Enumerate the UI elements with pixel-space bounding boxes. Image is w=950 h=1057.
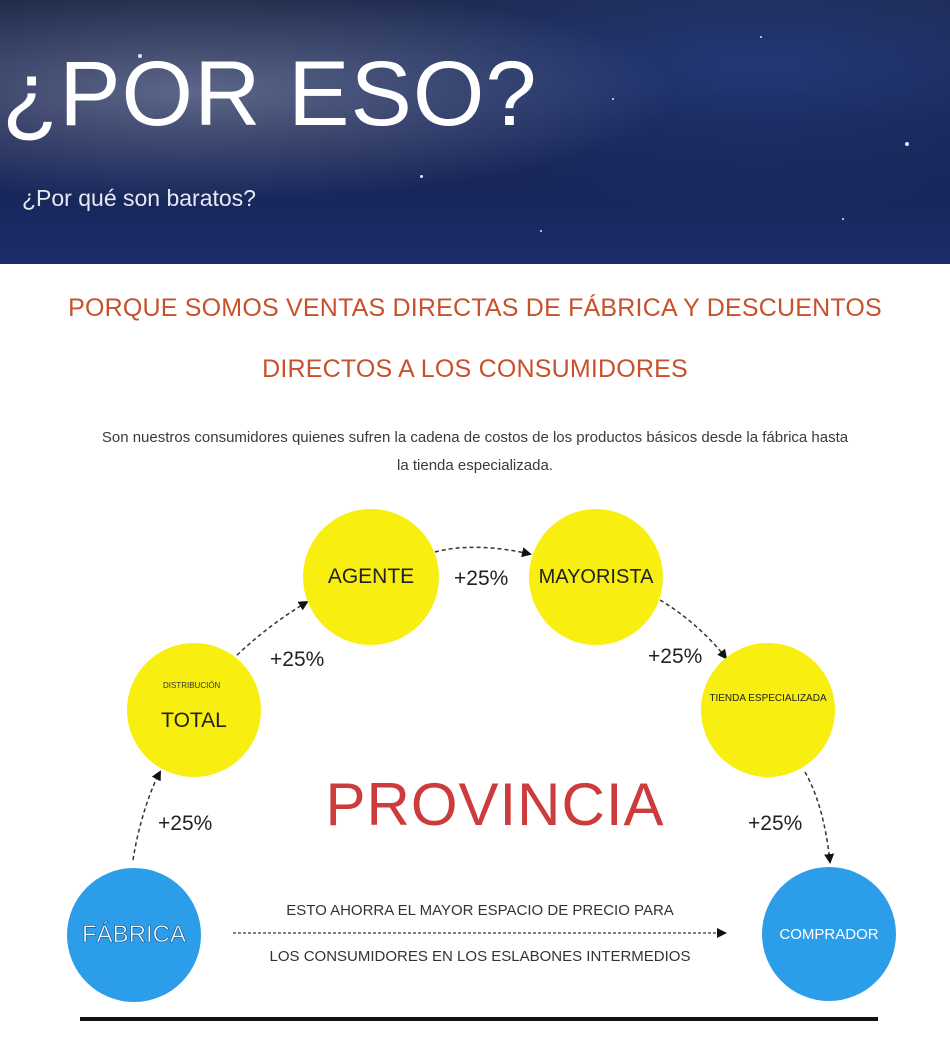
headline-line-1: PORQUE SOMOS VENTAS DIRECTAS DE FÁBRICA Y DESCUENTOS <box>68 294 882 322</box>
headline-line-2: DIRECTOS A LOS CONSUMIDORES <box>262 355 688 383</box>
markup-total-agente: +25% <box>270 648 325 671</box>
node-tienda-especializada <box>701 643 835 777</box>
divider <box>80 1017 878 1021</box>
node-mayorista-label: MAYORISTA <box>538 565 654 588</box>
node-comprador <box>762 867 896 1001</box>
node-fabrica-label: FÁBRICA <box>81 921 186 948</box>
arrow-agente-mayorista <box>435 547 530 554</box>
node-tienda-label: TIENDA ESPECIALIZADA <box>709 692 827 704</box>
markup-mayorista-tienda: +25% <box>648 645 703 668</box>
node-distribucion-total <box>127 643 261 777</box>
page-title: ¿POR ESO? <box>2 43 538 145</box>
direct-note-line-2: LOS CONSUMIDORES EN LOS ESLABONES INTERMEDIOS <box>269 948 691 965</box>
direct-note-line-1: ESTO AHORRA EL MAYOR ESPACIO DE PRECIO PARA <box>286 902 674 919</box>
markup-agente-mayorista: +25% <box>454 567 509 590</box>
node-agente-label: AGENTE <box>327 565 415 588</box>
intro-text: Son nuestros consumidores quienes sufren la cadena de costos de los productos básicos desde la fábrica hasta la tienda especializada. <box>101 429 849 474</box>
node-mayorista <box>529 509 663 645</box>
node-total-caption: DISTRIBUCIÓN <box>163 681 221 690</box>
node-comprador-label: COMPRADOR <box>779 925 879 943</box>
center-label: PROVINCIA <box>325 771 665 838</box>
node-total-label: TOTAL <box>161 709 227 732</box>
markup-fabrica-total: +25% <box>158 812 213 835</box>
node-fabrica <box>67 868 201 1002</box>
node-agente <box>303 509 439 645</box>
page-subtitle: ¿Por qué son baratos? <box>22 185 256 211</box>
markup-tienda-comprador: +25% <box>748 812 803 835</box>
